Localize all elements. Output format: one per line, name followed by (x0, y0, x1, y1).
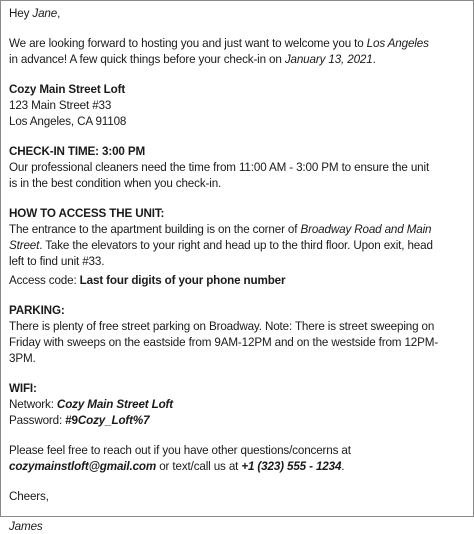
city: Los Angeles (366, 36, 429, 50)
intro-paragraph: We are looking forward to hosting you and just want to welcome you to Los Angeles in advance! A few quick things before your check-in on January 13, 2021. (9, 36, 429, 66)
wifi-password-value: Cozy_Loft%7 (77, 413, 150, 427)
parking-heading: PARKING: (9, 303, 65, 317)
wifi-network: Network: Cozy Main Street Loft (9, 397, 174, 411)
greeting: Hey Jane, (9, 6, 61, 20)
address-line1: 123 Main Street #33 (9, 98, 112, 112)
closing: Cheers, (9, 489, 49, 503)
contact-line1: Please feel free to reach out if you have other questions/concerns at (9, 443, 351, 457)
property-name: Cozy Main Street Loft (9, 82, 126, 96)
access-heading: HOW TO ACCESS THE UNIT: (9, 206, 165, 220)
wifi-heading: WIFI: (9, 381, 37, 395)
message-body (9, 5, 440, 534)
wifi-password: Password: #9Cozy_Loft%7 (9, 413, 150, 427)
signature: James (9, 519, 43, 533)
contact-phone[interactable]: +1 (323) 555 - 1234 (241, 459, 342, 473)
checkin-body: Our professional cleaners need the time from 11:00 AM - 3:00 PM to ensure the unit is in the best condition when you check-in. (9, 160, 430, 190)
address-line2: Los Angeles, CA 91108 (9, 114, 127, 128)
access-code: Access code: Last four digits of your phone number (9, 273, 286, 287)
checkin-date: January 13, 2021 (284, 52, 373, 66)
streets: Broadway Road and Main Street (9, 222, 432, 252)
wifi-network-value: Cozy Main Street Loft (56, 397, 174, 411)
parking-body: There is plenty of free street parking on Broadway. Note: There is street sweeping on Friday with sweeps on the eastside from 9AM-12PM and on the westside from 12PM-3PM. (9, 319, 439, 365)
guest-name: Jane (32, 6, 58, 20)
access-code-value: Last four digits of your phone number (79, 273, 286, 287)
contact-line2: cozymainstloft@gmail.com or text/call us at +1 (323) 555 - 1234. (9, 459, 345, 473)
access-body: The entrance to the apartment building is on the corner of Broadway Road and Main Street. Take the elevators to your right and head up to the third floor. Upon exit, head left to find unit #33. (9, 222, 433, 268)
checkin-heading: CHECK-IN TIME: 3:00 PM (9, 144, 146, 158)
contact-email[interactable]: cozymainstloft@gmail.com (9, 459, 157, 473)
